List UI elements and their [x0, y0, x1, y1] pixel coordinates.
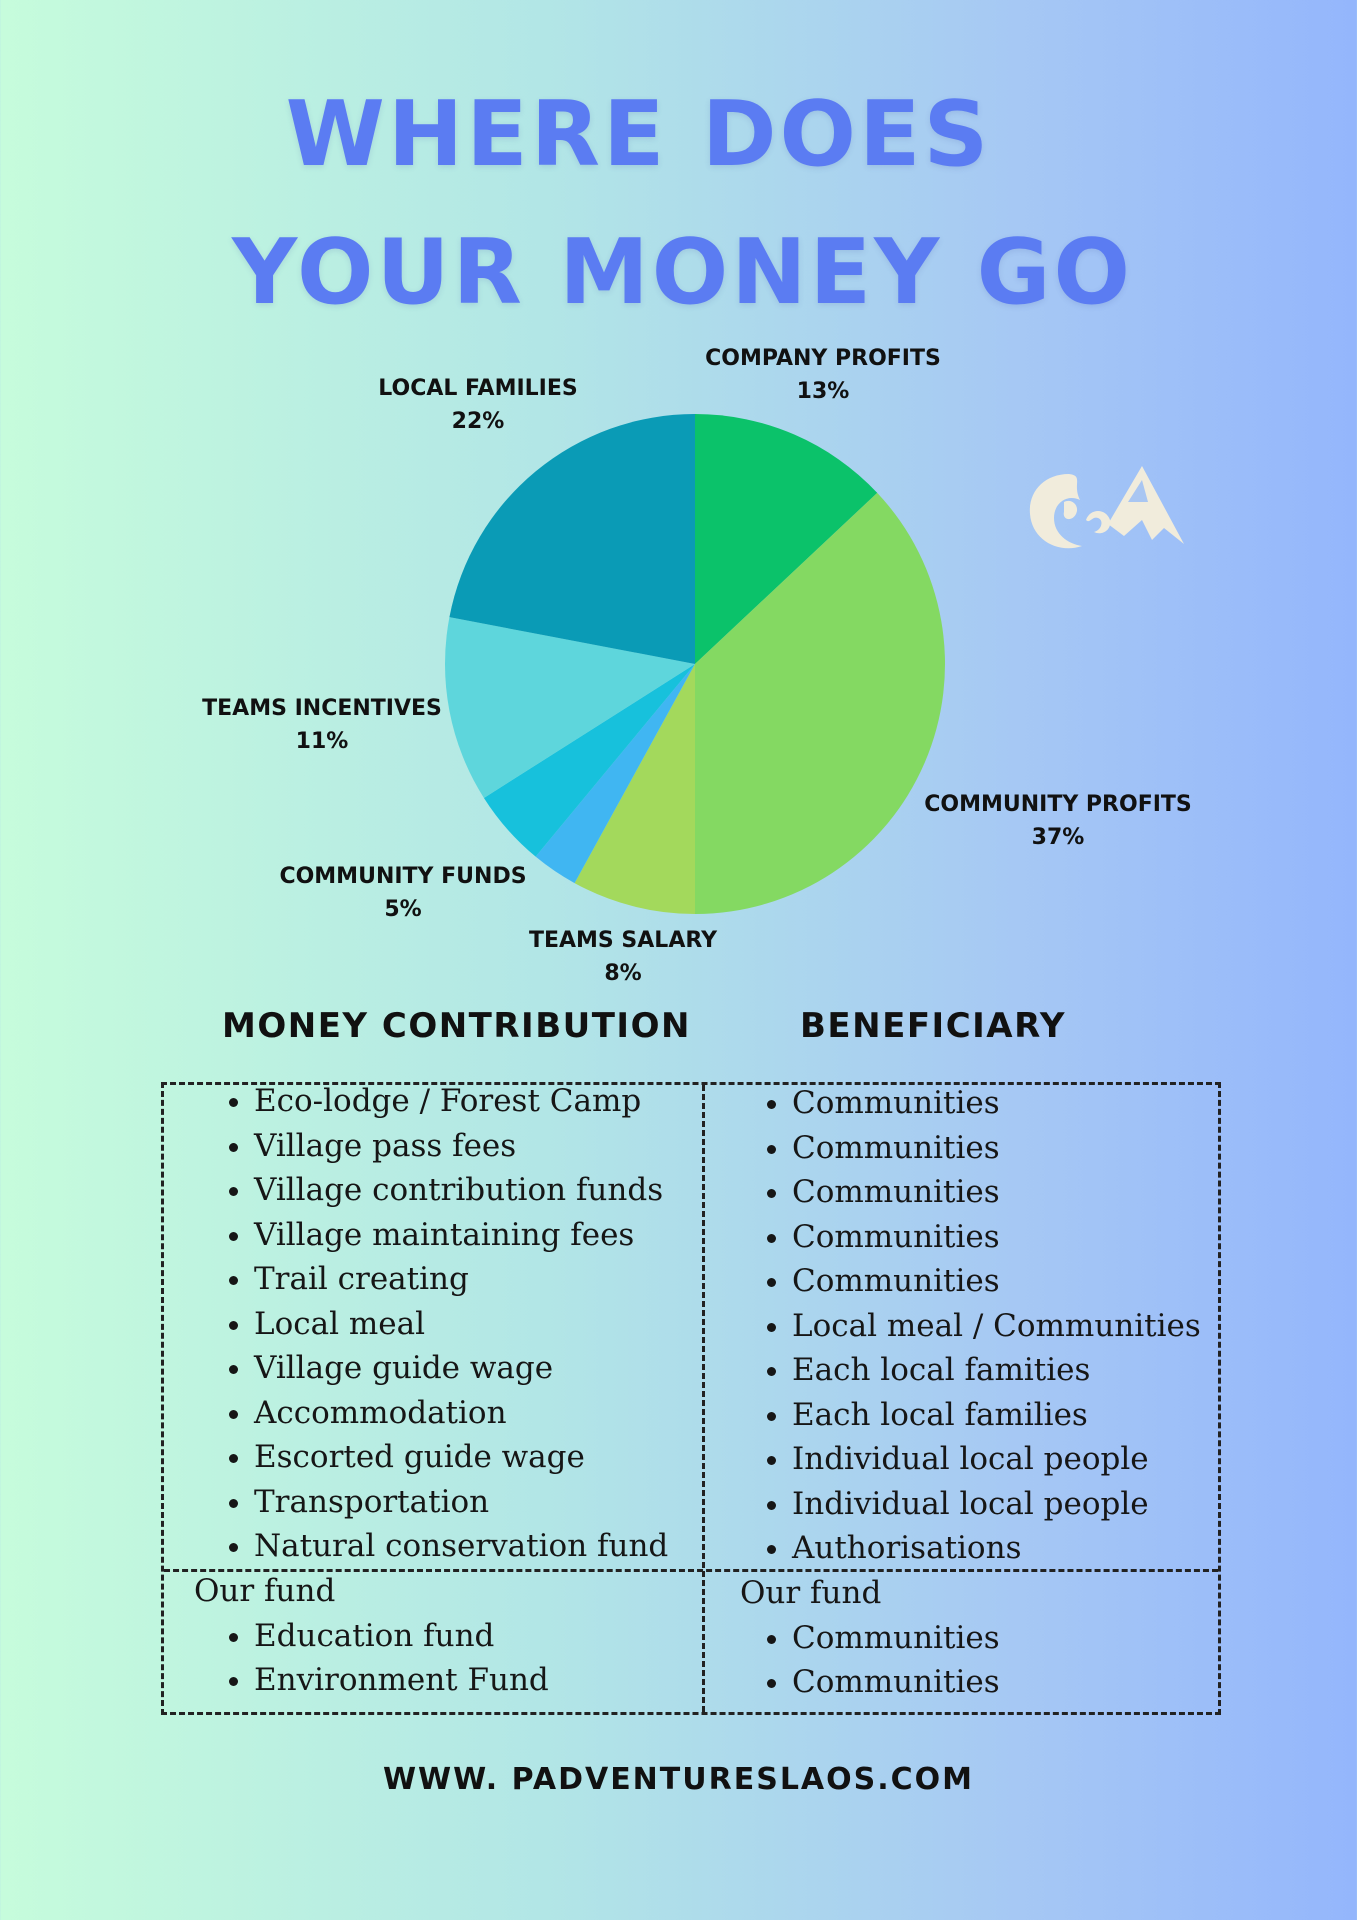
label-community-profits-name: COMMUNITY PROFITS: [924, 792, 1192, 817]
contribution-item: • Escorted guide wage: [254, 1435, 668, 1480]
contribution-item: • Village pass fees: [254, 1124, 668, 1169]
beneficiary-item: • Individual local people: [792, 1482, 1201, 1527]
table-column-divider: [702, 1085, 705, 1712]
website-footer: WWW. PADVENTURESLAOS.COM: [382, 1762, 975, 1797]
beneficiary-item: • Local meal / Communities: [792, 1304, 1201, 1349]
our-fund-beneficiary-list: [770, 1616, 1000, 1705]
beneficiary-header: BENEFICIARY: [800, 1006, 1067, 1046]
contribution-item: • Transportation: [254, 1480, 668, 1525]
beneficiary-item: • Communities: [792, 1215, 1201, 1260]
contribution-cell: [202, 1079, 668, 1569]
contribution-item: • Trail creating: [254, 1257, 668, 1302]
label-local-families-pct: 22%: [451, 409, 505, 434]
label-community-funds-name: COMMUNITY FUNDS: [279, 864, 527, 889]
label-company-profits-name: COMPANY PROFITS: [705, 346, 941, 371]
beneficiary-item: • Communities: [792, 1259, 1201, 1304]
padventures-logo-icon: [1024, 462, 1189, 562]
our-fund-label-right: Our fund: [740, 1575, 882, 1611]
contribution-item: • Village contribution funds: [254, 1168, 668, 1213]
beneficiary-item: • Individual local people: [792, 1437, 1201, 1482]
label-teams-incentives-pct: 11%: [295, 729, 349, 754]
label-teams-salary-pct: 8%: [604, 961, 642, 986]
beneficiary-cell: [740, 1081, 1201, 1571]
fund-beneficiary-item: • Communities: [792, 1616, 1000, 1661]
label-community-funds: [279, 860, 526, 926]
contribution-item: • Village maintaining fees: [254, 1213, 668, 1258]
beneficiary-item: • Communities: [792, 1170, 1201, 1215]
beneficiary-item: • Each local famities: [792, 1348, 1201, 1393]
our-fund-label-left: Our fund: [194, 1573, 336, 1609]
money-contribution-header: MONEY CONTRIBUTION: [222, 1006, 691, 1046]
fund-contribution-item: • Environment Fund: [254, 1658, 549, 1703]
contribution-item: • Accommodation: [254, 1391, 668, 1436]
label-teams-salary-name: TEAMS SALARY: [528, 928, 718, 953]
label-teams-incentives: [202, 692, 442, 758]
beneficiary-item: • Communities: [792, 1126, 1201, 1171]
label-company-profits-pct: 13%: [796, 379, 850, 404]
label-local-families: [378, 372, 577, 438]
our-fund-beneficiary-cell: [740, 1571, 1000, 1705]
contribution-item: • Local meal: [254, 1302, 668, 1347]
fund-beneficiary-item: • Communities: [792, 1660, 1000, 1705]
fund-contribution-item: • Education fund: [254, 1614, 549, 1659]
label-company-profits: [705, 342, 941, 408]
our-fund-contribution-list: [194, 1614, 549, 1703]
label-community-funds-pct: 5%: [384, 897, 422, 922]
contribution-item: • Eco-lodge / Forest Camp: [254, 1079, 668, 1124]
title-line-2: YOUR MONEY GO: [232, 220, 1133, 325]
label-community-profits: [924, 788, 1192, 854]
label-local-families-name: LOCAL FAMILIES: [378, 376, 578, 401]
label-teams-salary: [529, 924, 717, 990]
money-table: [161, 1082, 1221, 1715]
beneficiary-list: [740, 1081, 1201, 1571]
beneficiary-item: • Each local families: [792, 1393, 1201, 1438]
beneficiary-item: • Communities: [792, 1081, 1201, 1126]
label-community-profits-pct: 37%: [1031, 825, 1085, 850]
label-teams-incentives-name: TEAMS INCENTIVES: [202, 696, 442, 721]
contribution-item: • Natural conservation fund: [254, 1524, 668, 1569]
beneficiary-item: • Authorisations: [792, 1526, 1201, 1571]
title-line-1: WHERE DOES: [285, 82, 992, 187]
contribution-list: [202, 1079, 668, 1569]
our-fund-contribution-cell: [194, 1569, 549, 1703]
contribution-item: • Village guide wage: [254, 1346, 668, 1391]
